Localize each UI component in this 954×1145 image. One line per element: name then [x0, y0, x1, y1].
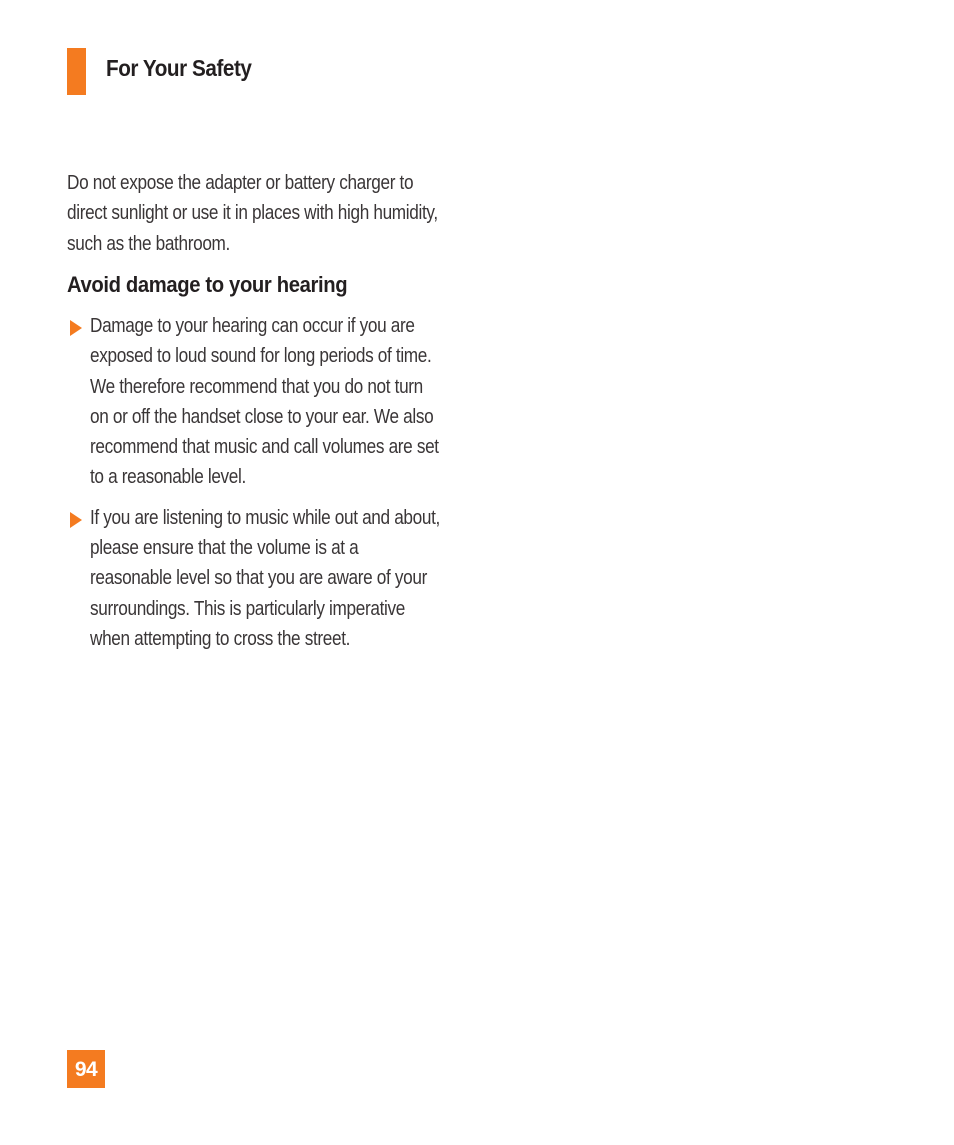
- page-title: For Your Safety: [106, 55, 252, 81]
- main-content: [67, 168, 447, 650]
- bullet-text: If you are listening to music while out and about, please ensure that the volume is at a reasonable level so that you are aware of your surroundings. This is particularly imperative when attempting to cross the street.: [90, 506, 440, 650]
- bullet-text: Damage to your hearing can occur if you are exposed to loud sound for long periods of time. We therefore recommend that you do not turn on or off the handset close to your ear. We also recommend that music and call volumes are set to a reasonable level.: [90, 315, 439, 489]
- triangle-right-icon: [70, 320, 82, 336]
- page-number-badge: 94: [67, 1050, 105, 1088]
- section-marker-bar: [67, 48, 86, 95]
- bullet-list: [67, 311, 447, 664]
- intro-paragraph: Do not expose the adapter or battery charger to direct sunlight or use it in places with high humidity, such as the bathroom.: [67, 172, 438, 255]
- section-subheading: Avoid damage to your hearing: [67, 272, 348, 297]
- list-item: [67, 311, 447, 493]
- list-item: [67, 503, 447, 654]
- triangle-right-icon: [70, 512, 82, 528]
